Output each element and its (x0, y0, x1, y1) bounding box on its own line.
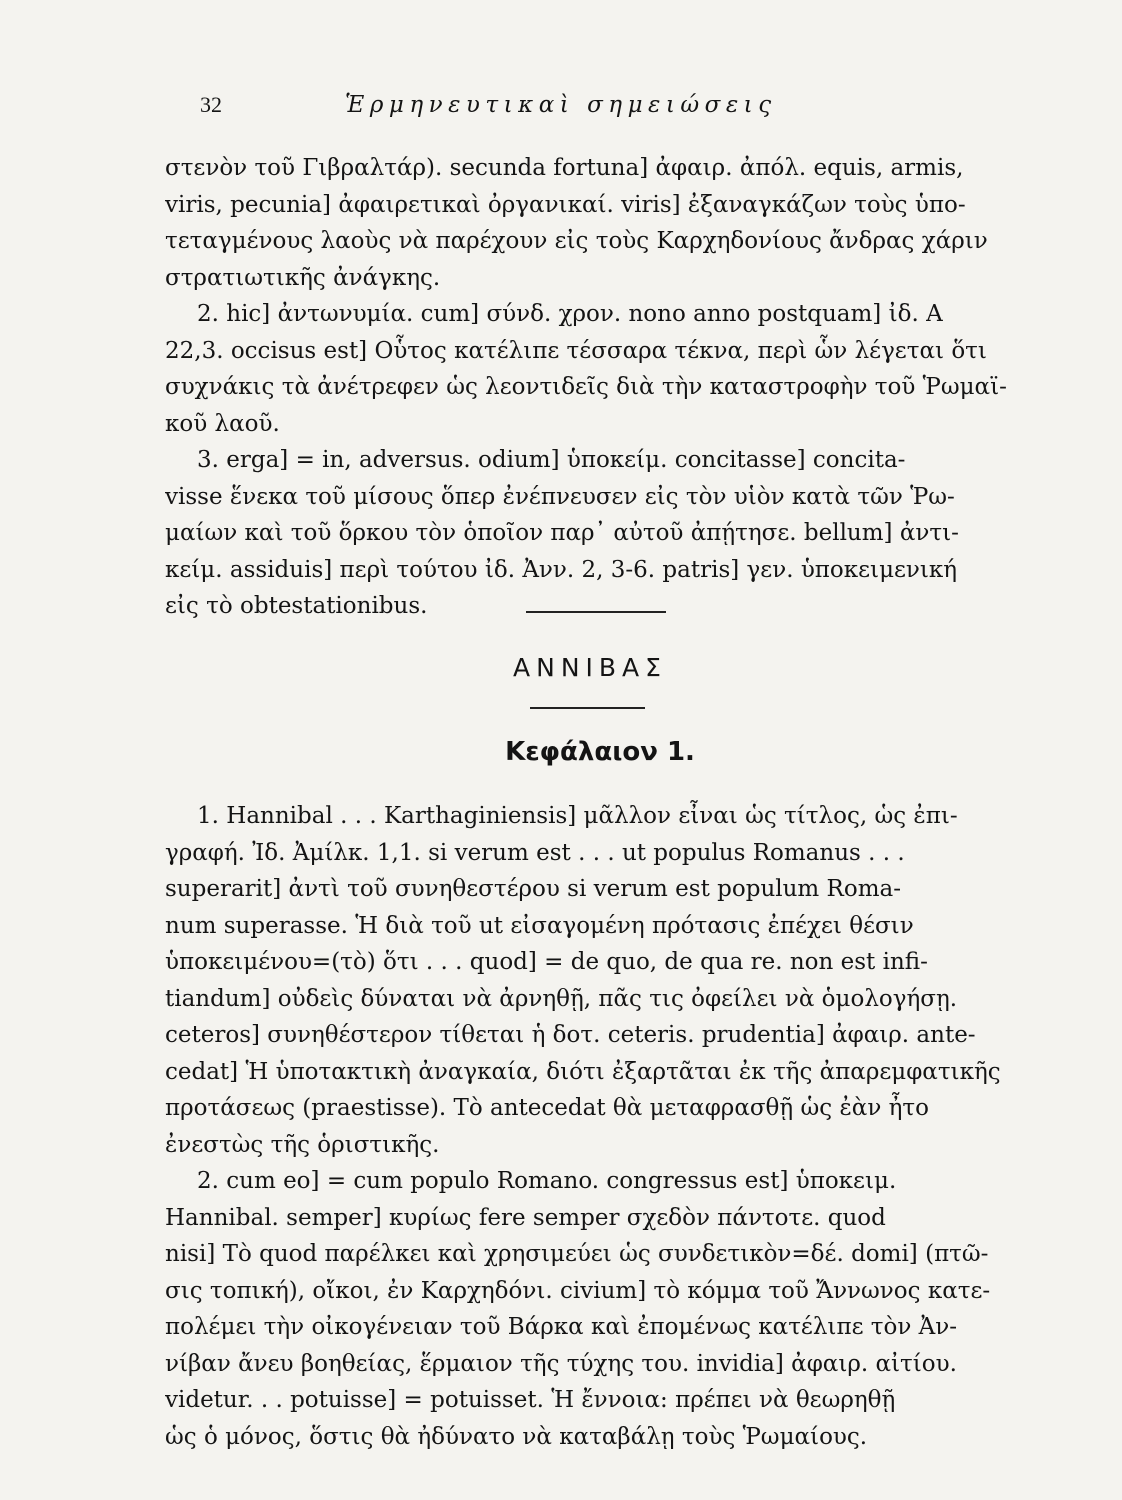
text-line: ceteros] συνηθέστερον τίθεται ἡ δοτ. ceteris. prudentia] ἀφαιρ. ante- (165, 1022, 976, 1048)
text-line: γραφή. Ἰδ. Ἀμίλκ. 1,1. si verum est . . . ut populus Romanus . . . (165, 839, 905, 866)
text-line: 22,3. occisus est] Οὗτος κατέλιπε τέσσαρα τέκνα, περὶ ὧν λέγεται ὅτι (165, 337, 987, 364)
text-line: 1. Hannibal . . . Karthaginiensis] μᾶλλον εἶναι ὡς τίτλος, ὡς ἐπι- (197, 803, 958, 829)
text-line: προτάσεως (praestisse). Τὸ antecedat θὰ μεταφρασθῇ ὡς ἐὰν ἦτο (165, 1095, 929, 1121)
text-line: στενὸν τοῦ Γιβραλτάρ). secunda fortuna] ἀφαιρ. ἀπόλ. equis, armis, (165, 155, 964, 181)
text-line: 2. cum eo] = cum populo Romano. congressus est] ὑποκειμ. (197, 1168, 897, 1194)
text-line: σις τοπική), οἴκοι, ἐν Καρχηδόνι. civium] τὸ κόμμα τοῦ Ἄννωνος κατε- (165, 1277, 991, 1304)
page-header (200, 92, 960, 122)
running-title: Ἑρμηνευτικαὶ σημειώσεις (345, 92, 777, 118)
text-line: ὡς ὁ μόνος, ὅστις θὰ ἠδύνατο νὰ καταβάλῃ τοὺς Ῥωμαίους. (165, 1423, 868, 1450)
section-title: ΑΝΝΙΒΑΣ (513, 653, 667, 682)
text-line: νίβαν ἄνευ βοηθείας, ἕρμαιον τῆς τύχης του. invidia] ἀφαιρ. αἰτίου. (165, 1350, 957, 1377)
text-line: εἰς τὸ obtestationibus. (165, 593, 428, 619)
text-line: 3. erga] = in, adversus. odium] ὑποκείμ. concitasse] concita- (197, 447, 906, 473)
text-line: κοῦ λαοῦ. (165, 410, 280, 437)
commentary-block-1 (165, 150, 1045, 625)
text-line: superarit] ἀντὶ τοῦ συνηθεστέρου si verum est populum Roma- (165, 876, 901, 902)
text-line: ὑποκειμένου=(τὸ) ὅτι . . . quod] = de quo, de qua re. non est infi- (165, 949, 928, 975)
chapter-title: Κεφάλαιον 1. (505, 737, 695, 767)
section-divider-top (526, 611, 666, 613)
page-number: 32 (200, 92, 222, 117)
text-line: στρατιωτικῆς ἀνάγκης. (165, 264, 441, 291)
text-line: nisi] Τὸ quod παρέλκει καὶ χρησιμεύει ὡς συνδετικὸν=δέ. domi] (πτῶ- (165, 1241, 989, 1267)
text-line: ἐνεστὼς τῆς ὁριστικῆς. (165, 1131, 440, 1158)
text-line: τεταγμένους λαοὺς νὰ παρέχουν εἰς τοὺς Καρχηδονίους ἄνδρας χάριν (165, 228, 988, 254)
text-line: num superasse. Ἡ διὰ τοῦ ut εἰσαγομένη πρότασις ἐπέχει θέσιν (165, 912, 914, 939)
commentary-block-2 (165, 798, 1045, 1455)
text-line: 2. hic] ἀντωνυμία. cum] σύνδ. χρον. nono anno postquam] ἰδ. Α (197, 301, 943, 327)
text-line: κείμ. assiduis] περὶ τούτου ἰδ. Ἀνν. 2, 3-6. patris] γεν. ὑποκειμενική (165, 556, 958, 583)
section-divider-bottom (530, 707, 645, 709)
text-line: visse ἕνεκα τοῦ μίσους ὅπερ ἐνέπνευσεν εἰς τὸν υἱὸν κατὰ τῶν Ῥω- (165, 483, 955, 510)
text-line: tiandum] οὐδεὶς δύναται νὰ ἀρνηθῇ, πᾶς τις ὀφείλει νὰ ὁμολογήσῃ. (165, 985, 958, 1012)
text-line: videtur. . . potuisse] = potuisset. Ἡ ἔννοια: πρέπει νὰ θεωρηθῇ (165, 1387, 896, 1413)
text-line: cedat] Ἡ ὑποτακτικὴ ἀναγκαία, διότι ἐξαρτᾶται ἐκ τῆς ἀπαρεμφατικῆς (165, 1058, 1001, 1085)
text-line: συχνάκις τὰ ἀνέτρεφεν ὡς λεοντιδεῖς διὰ τὴν καταστροφὴν τοῦ Ῥωμαϊ- (165, 374, 1007, 400)
text-line: Hannibal. semper] κυρίως fere semper σχεδὸν πάντοτε. quod (165, 1204, 886, 1231)
text-line: πολέμει τὴν οἰκογένειαν τοῦ Βάρκα καὶ ἐπομένως κατέλιπε τὸν Ἀν- (165, 1314, 958, 1340)
text-line: viris, pecunia] ἀφαιρετικαὶ ὀργανικαί. viris] ἐξαναγκάζων τοὺς ὑπο- (165, 191, 966, 218)
text-line: μαίων καὶ τοῦ ὅρκου τὸν ὁποῖον παρ᾽ αὐτοῦ ἀπῄτησε. bellum] ἀντι- (165, 520, 959, 546)
